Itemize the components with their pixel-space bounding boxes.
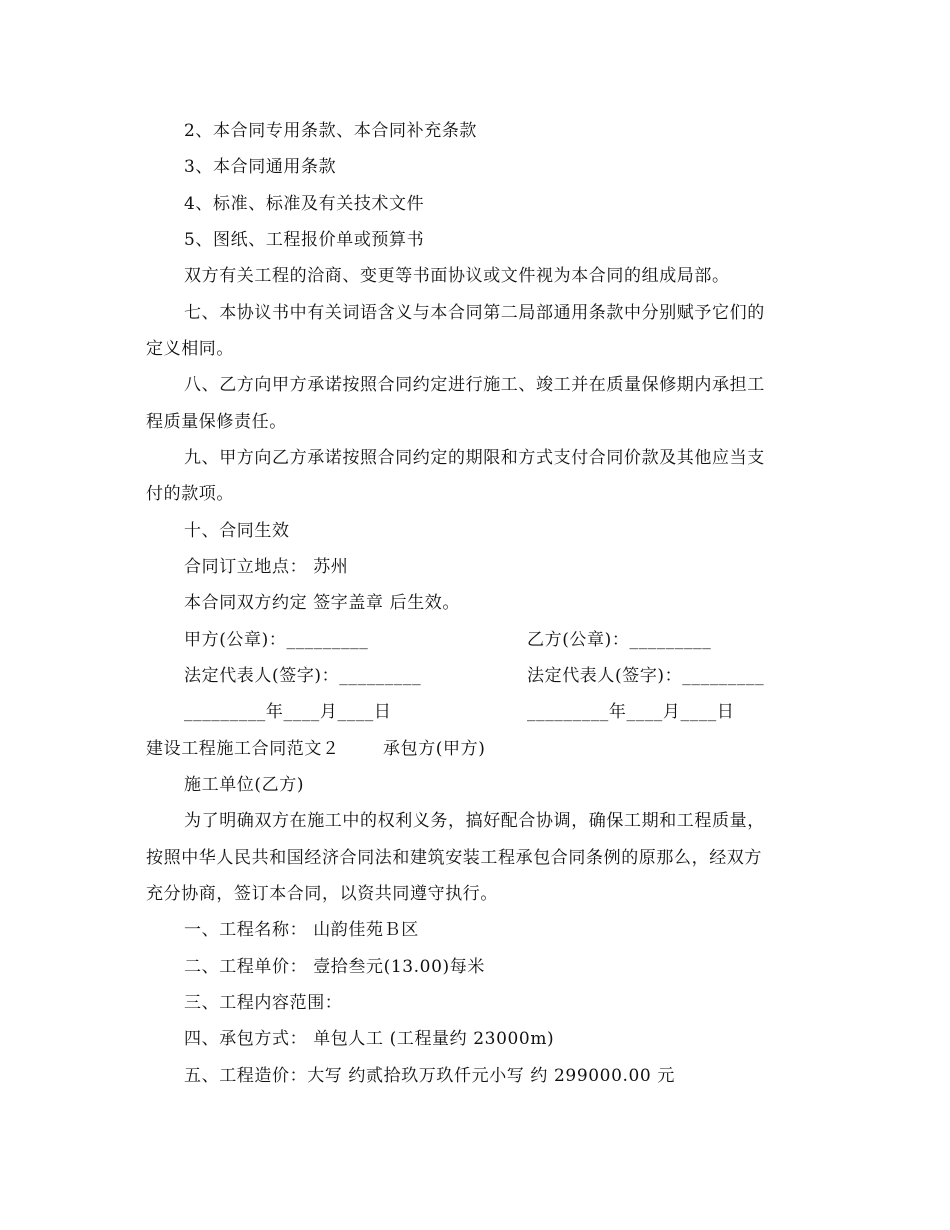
project-name-item: 一、工程名称： 山韵佳苑Ｂ区 [184, 920, 419, 940]
paragraph-line: 付的款项。 [146, 484, 234, 504]
party-b-seal: 乙方(公章)：_________ [527, 630, 712, 650]
paragraph-line: 七、本协议书中有关词语含义与本合同第二局部通用条款中分别赋予它们的 [184, 303, 765, 323]
paragraph-line: 双方有关工程的洽商、变更等书面协议或文件视为本合同的组成局部。 [184, 266, 730, 286]
unit-price-item: 二、工程单价： 壹拾叁元(13.00)每米 [184, 957, 485, 977]
second-contract-heading-line [146, 738, 486, 760]
signing-location: 合同订立地点： 苏州 [184, 557, 349, 577]
party-b-representative: 法定代表人(签字)：_________ [527, 666, 765, 686]
scope-item: 三、工程内容范围： [184, 993, 343, 1013]
party-b-date: _________年____月____日 [527, 702, 735, 722]
contract-method-item: 四、承包方式： 单包人工 (工程量约 23000m) [184, 1029, 555, 1049]
paragraph-line: 定义相同。 [146, 339, 234, 359]
intro-paragraph-line: 充分协商，签订本合同，以资共同遵守执行。 [146, 884, 498, 904]
party-a-date: _________年____月____日 [184, 702, 392, 722]
clause-line: 3、本合同通用条款 [184, 157, 337, 177]
intro-paragraph-line: 为了明确双方在施工中的权利义务，搞好配合协调，确保工期和工程质量， [184, 811, 765, 831]
project-cost-item: 五、工程造价：大写 约贰拾玖万玖仟元小写 约 299000.00 元 [184, 1066, 675, 1086]
section-heading: 十、合同生效 [184, 521, 290, 541]
party-a-seal: 甲方(公章)：_________ [184, 630, 369, 650]
clause-line: 2、本合同专用条款、本合同补充条款 [184, 121, 478, 141]
party-a-representative: 法定代表人(签字)：_________ [184, 666, 422, 686]
paragraph-line: 八、乙方向甲方承诺按照合同约定进行施工、竣工并在质量保修期内承担工 [184, 375, 765, 395]
builder-party: 施工单位(乙方) [184, 775, 305, 795]
paragraph-line: 九、甲方向乙方承诺按照合同约定的期限和方式支付合同价款及其他应当支 [184, 448, 765, 468]
intro-paragraph-line: 按照中华人民共和国经济合同法和建筑安装工程承包合同条例的原那么，经双方 [146, 848, 762, 868]
second-contract-title: 建设工程施工合同范文２ [146, 739, 340, 759]
clause-line: 5、图纸、工程报价单或预算书 [184, 230, 425, 250]
paragraph-line: 程质量保修责任。 [146, 412, 287, 432]
clause-line: 4、标准、标准及有关技术文件 [184, 194, 425, 214]
contractor-party: 承包方(甲方) [383, 739, 486, 759]
effective-clause: 本合同双方约定 签字盖章 后生效。 [184, 593, 461, 613]
